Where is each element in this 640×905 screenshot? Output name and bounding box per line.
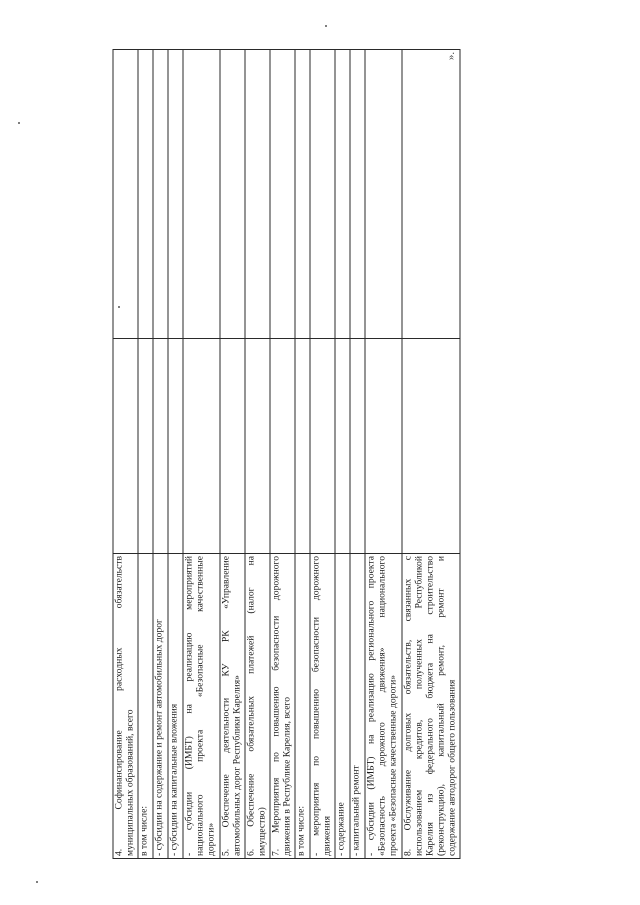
row-label-line: (реконструкцию), капитальный ремонт, ремонт и xyxy=(435,556,447,856)
row-label-cell xyxy=(113,554,138,859)
row-label-line: «Безопасность дорожного движения» национального xyxy=(376,556,388,856)
row-label-cell xyxy=(220,554,245,859)
table-row xyxy=(295,50,310,859)
value-cell xyxy=(113,339,138,554)
row-label-cell xyxy=(350,554,365,859)
row-label-line: - субсидии (ИМБТ) на реализацию регионального проекта xyxy=(365,556,377,856)
value-cell xyxy=(350,339,365,554)
row-label-cell xyxy=(153,554,168,859)
row-label-line: - субсидии на содержание и ремонт автомобильных дорог xyxy=(153,619,165,856)
value-cell xyxy=(138,50,153,339)
value-cell xyxy=(402,50,460,339)
value-cell xyxy=(183,339,220,554)
value-cell xyxy=(310,50,335,339)
value-cell xyxy=(220,50,245,339)
table-row xyxy=(335,50,350,859)
value-cell xyxy=(295,339,310,554)
value-cell xyxy=(402,339,460,554)
row-label-line: - субсидии (ИМБТ) на реализацию мероприятий xyxy=(183,556,195,856)
value-cell xyxy=(335,339,350,554)
row-label-line: в том числе: xyxy=(138,805,150,856)
table-row xyxy=(168,50,183,859)
value-cell xyxy=(168,339,183,554)
budget-table xyxy=(113,49,461,859)
rotated-table-wrapper xyxy=(113,49,528,859)
value-cell xyxy=(153,339,168,554)
row-label-line: в том числе: xyxy=(295,805,307,856)
table-row xyxy=(245,50,270,859)
scan-speck xyxy=(325,25,327,27)
row-label-line: 8. Обслуживание долговых обязательств, связанных с xyxy=(402,556,414,856)
row-label-line: - содержание xyxy=(335,802,347,856)
row-label-line: национального проекта «Безопасные качественные xyxy=(194,556,206,856)
corner-mark: ». xyxy=(445,51,458,61)
value-cell xyxy=(270,50,295,339)
row-label-line: движения в Республике Карелия, всего xyxy=(281,696,293,856)
scan-speck xyxy=(18,122,20,124)
table-row xyxy=(183,50,220,859)
row-label-line: 5. Обеспечение деятельности КУ РК «Управление xyxy=(220,556,232,856)
value-cell xyxy=(270,339,295,554)
row-label-line: Карелия из федерального бюджета на строительство xyxy=(424,556,436,856)
row-label-cell xyxy=(295,554,310,859)
value-cell xyxy=(245,339,270,554)
scan-speck xyxy=(36,881,38,883)
row-label-line: дороги» xyxy=(205,822,217,856)
row-label-cell xyxy=(335,554,350,859)
row-label-line: автомобильных дорог Республики Карелия» xyxy=(231,675,243,856)
row-label-line: - капитальный ремонт xyxy=(350,765,362,856)
row-label-cell xyxy=(168,554,183,859)
table-row xyxy=(402,50,460,859)
row-label-cell xyxy=(138,554,153,859)
table-row xyxy=(310,50,335,859)
row-label-line: 7. Мероприятия по повышению безопасности дорожного xyxy=(270,556,282,856)
row-label-cell xyxy=(310,554,335,859)
table-row xyxy=(220,50,245,859)
row-label-line: имущество) xyxy=(256,807,268,856)
row-label-cell xyxy=(183,554,220,859)
value-cell xyxy=(153,50,168,339)
row-label-line: 4. Софинансирование расходных обязательств xyxy=(113,556,125,856)
table-row xyxy=(138,50,153,859)
row-label-cell xyxy=(270,554,295,859)
value-cell xyxy=(168,50,183,339)
value-cell xyxy=(365,339,402,554)
table-row xyxy=(350,50,365,859)
value-cell xyxy=(295,50,310,339)
row-label-line: - субсидии на капитальные вложения xyxy=(168,703,180,856)
table-row xyxy=(270,50,295,859)
row-label-cell xyxy=(402,554,460,859)
value-cell xyxy=(220,339,245,554)
row-label-line: содержание автодорог общего пользования xyxy=(446,679,458,856)
row-label-line: движения xyxy=(321,816,333,856)
table-row xyxy=(153,50,168,859)
value-cell xyxy=(310,339,335,554)
table-row xyxy=(365,50,402,859)
value-cell xyxy=(365,50,402,339)
value-cell xyxy=(335,50,350,339)
row-label-line: - мероприятия по повышению безопасности дорожного xyxy=(310,556,322,856)
row-label-line: муниципальных образований, всего xyxy=(124,709,136,856)
value-cell xyxy=(138,339,153,554)
row-label-cell xyxy=(245,554,270,859)
row-label-line: проекта «Безопасные качественные дороги» xyxy=(387,674,399,856)
value-cell xyxy=(350,50,365,339)
value-cell xyxy=(245,50,270,339)
value-cell xyxy=(183,50,220,339)
table-row xyxy=(113,50,138,859)
row-label-line: использованием кредитов, полученных Республикой xyxy=(413,556,425,856)
row-label-cell xyxy=(365,554,402,859)
row-label-line: 6. Обеспечение обязательных платежей (налог на xyxy=(245,556,257,856)
value-cell xyxy=(113,50,138,339)
